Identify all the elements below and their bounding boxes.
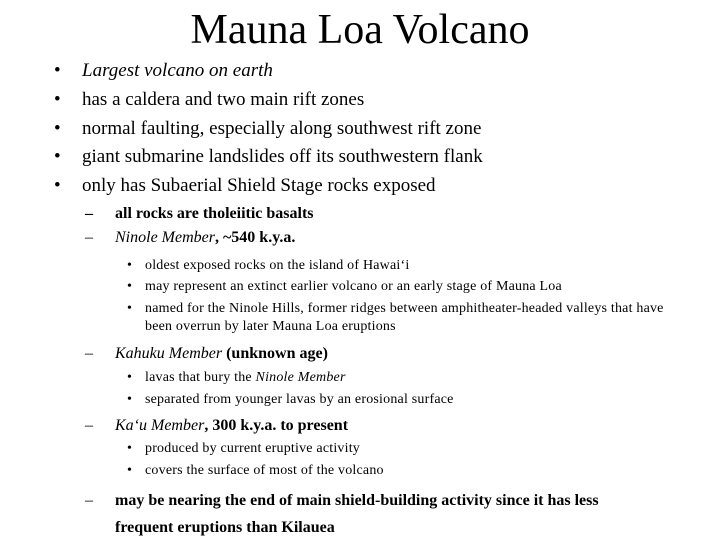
ninole-point-hills [127, 300, 685, 336]
bullet-text: only has Subaerial Shield Stage rocks exposed [82, 175, 436, 196]
bullet-marker: • [127, 441, 133, 456]
bullet-marker: • [127, 301, 133, 316]
member-age: , ~540 k.y.a. [214, 229, 296, 246]
dash-marker: – [85, 205, 93, 222]
point-text: separated from younger lavas by an erosional surface [145, 392, 454, 407]
sub-text: all rocks are tholeiitic basalts [115, 205, 314, 222]
ninole-point-oldest [127, 257, 410, 275]
bullet-shield-stage [54, 174, 436, 198]
bullet-marker: • [127, 258, 133, 273]
slide-title: Mauna Loa Volcano [190, 7, 530, 53]
kau-point-produced [127, 440, 360, 458]
sub-shield-ending [85, 487, 599, 541]
dash-marker: – [85, 345, 93, 362]
dash-marker: – [85, 417, 93, 434]
bullet-marker: • [127, 370, 133, 385]
member-name: Ka‘u Member [115, 417, 205, 434]
member-age: , 300 k.y.a. to present [204, 417, 349, 434]
bullet-landslides [54, 145, 483, 169]
member-name: Ninole Member [115, 229, 215, 246]
bullet-marker: • [127, 392, 133, 407]
sub-ninole-member [85, 228, 296, 248]
point-text: covers the surface of most of the volcano [145, 463, 384, 478]
kahuku-point-separated [127, 391, 454, 409]
ninole-point-extinct [127, 278, 562, 296]
bullet-text: normal faulting, especially along southwest rift zone [82, 118, 482, 139]
kahuku-point-lavas [127, 369, 346, 387]
sub-kahuku-member [85, 344, 328, 364]
point-text: lavas that bury the [145, 370, 256, 385]
bullet-text: has a caldera and two main rift zones [82, 89, 365, 110]
bullet-marker: • [127, 463, 133, 478]
sub-basalts [85, 204, 314, 224]
kau-point-covers [127, 462, 384, 480]
bullet-marker: • [54, 60, 61, 81]
bullet-marker: • [54, 89, 61, 110]
dash-marker: – [85, 229, 93, 246]
point-member-name: Ninole Member [255, 370, 346, 385]
point-text: named for the Ninole Hills, former ridges between amphitheater-headed valleys that have been overrun by later Mauna Loa eruptions [145, 301, 664, 334]
sub-text-line1: may be nearing the end of main shield-building activity since it has less [115, 492, 599, 509]
bullet-caldera [54, 88, 365, 112]
bullet-normal-faulting [54, 117, 482, 141]
sub-text-line2: frequent eruptions than Kilauea [115, 519, 335, 536]
point-text: oldest exposed rocks on the island of Hawai‘i [145, 258, 410, 273]
bullet-marker: • [54, 146, 61, 167]
member-name: Kahuku Member [115, 345, 223, 362]
bullet-largest-volcano [54, 59, 273, 83]
member-age: (unknown age) [222, 345, 328, 362]
point-text: may represent an extinct earlier volcano or an early stage of Mauna Loa [145, 279, 562, 294]
point-text: produced by current eruptive activity [145, 441, 360, 456]
bullet-marker: • [127, 279, 133, 294]
sub-kau-member [85, 416, 349, 436]
bullet-text: giant submarine landslides off its southwestern flank [82, 146, 483, 167]
bullet-text: Largest volcano on earth [82, 60, 273, 81]
dash-marker: – [85, 492, 93, 509]
bullet-marker: • [54, 118, 61, 139]
bullet-marker: • [54, 175, 61, 196]
